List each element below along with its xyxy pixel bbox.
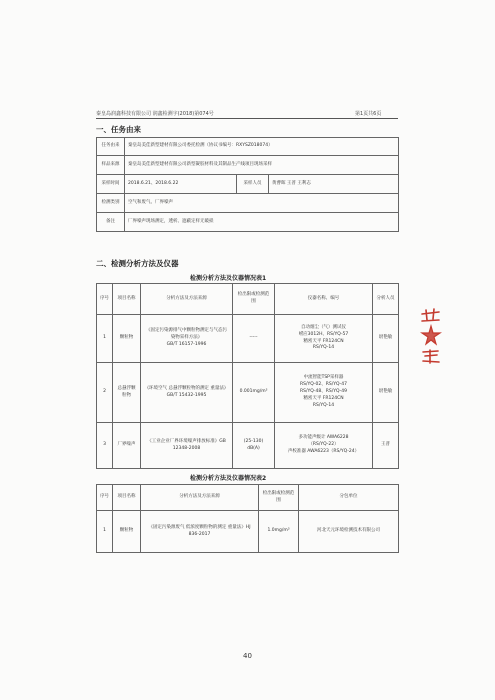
table-row <box>97 423 399 469</box>
col-header: 仪器名称、编号 <box>275 284 373 315</box>
row-label: 备注 <box>97 213 125 232</box>
table-row <box>97 213 399 232</box>
row-no: 2 <box>97 363 113 423</box>
row-label: 检测类别 <box>97 194 125 213</box>
table-row <box>97 138 399 156</box>
sampling-time: 2018.6.21、2018.6.22 <box>125 175 237 194</box>
row-no: 1 <box>97 511 113 553</box>
row-method: 《固定污染源排气中颗粒物测定与气态污染物采样方法》 GB/T 16157-1996 <box>141 315 233 363</box>
row-limit: 0.001mg/m³ <box>233 363 275 423</box>
stamp-stroke <box>423 350 439 363</box>
col-header: 检出限或检测范围 <box>233 284 275 315</box>
table-row <box>97 175 399 194</box>
row-value: 秦皇岛美佳新型建材有限公司委托检测（协议书编号：RXYSZ018074） <box>125 138 399 156</box>
row-label: 样品来源 <box>97 156 125 175</box>
stamp-stroke <box>422 309 439 321</box>
table1-caption: 检测分析方法及仪器情况表1 <box>190 275 267 282</box>
table-row <box>97 363 399 423</box>
row-value: 厂界噪声现场测定，透析、遮蔽定样无破损 <box>125 213 399 232</box>
methods-table-1 <box>96 283 399 469</box>
table-row <box>97 315 399 363</box>
task-origin-table <box>96 137 399 232</box>
row-value: 空气和废气、厂界噪声 <box>125 194 399 213</box>
row-item: 总悬浮颗粒物 <box>113 363 141 423</box>
row-label: 采样人员 <box>237 175 269 194</box>
row-limit: (25-130) dB(A) <box>233 423 275 469</box>
report-header-left: 秦皇岛润鑫科技有限公司 润鑫检测字(2018)第074号 <box>96 111 214 117</box>
seal-stamp <box>418 306 444 368</box>
table-header-row <box>97 284 399 315</box>
section1-title: 一、任务由来 <box>96 125 141 134</box>
row-analyst: 尉艳敏 <box>373 315 399 363</box>
col-header: 分析方法及方法来源 <box>141 485 259 511</box>
row-item: 颗粒物 <box>113 511 141 553</box>
page-number: 40 <box>243 652 252 660</box>
row-limit: ----- <box>233 315 275 363</box>
row-method: 《工业企业厂界环境噪声排放标准》GB 12348-2008 <box>141 423 233 469</box>
stamp-star <box>422 326 440 344</box>
row-instrument: 自动烟尘（气）测试仪 崂应3012H、RS/YQ-57 精密天平 FR124CN RS/YQ-14 <box>275 315 373 363</box>
row-method: 《环境空气 总悬浮颗粒物的测定 重量法》 GB/T 15432-1995 <box>141 363 233 423</box>
col-header: 项目名称 <box>113 284 141 315</box>
table-header-row <box>97 485 399 511</box>
methods-table-2 <box>96 484 399 553</box>
col-header: 项目名称 <box>113 485 141 511</box>
row-instrument: 中流智能TSP采样器 RS/YQ-02、RS/YQ-47 RS/YQ-48、RS/YQ-49 精密天平 FR124CN RS/YQ-14 <box>275 363 373 423</box>
row-value: 秦皇岛美佳新型建材有限公司新型凝胶材料及其制品生产线项目现场采样 <box>125 156 399 175</box>
col-header: 序号 <box>97 284 113 315</box>
samplers: 黄曹晖 王普 王利志 <box>269 175 399 194</box>
table-row <box>97 156 399 175</box>
header-divider <box>96 118 398 119</box>
row-no: 1 <box>97 315 113 363</box>
col-header: 分析方法及方法来源 <box>141 284 233 315</box>
row-limit: 1.0mg/m³ <box>259 511 299 553</box>
page-of-pages: 第1页共6页 <box>355 111 382 117</box>
col-header: 分包单位 <box>299 485 399 511</box>
table-row <box>97 194 399 213</box>
row-item: 颗粒物 <box>113 315 141 363</box>
section2-title: 二、检测分析方法及仪器 <box>96 259 179 268</box>
row-method: 《固定污染源废气 低浓度颗粒物的测定 重量法》HJ 836-2017 <box>141 511 259 553</box>
row-no: 3 <box>97 423 113 469</box>
row-subcontractor: 河北天元环境检测技术有限公司 <box>299 511 399 553</box>
row-analyst: 王普 <box>373 423 399 469</box>
col-header: 检出限或检测范围 <box>259 485 299 511</box>
table-row <box>97 511 399 553</box>
row-instrument: 多功能声级计 AWA6228 （RS/YQ-22） 声校准器 AWA6223（RS/YQ-24） <box>275 423 373 469</box>
row-label: 采样时间 <box>97 175 125 194</box>
row-label: 任务由来 <box>97 138 125 156</box>
col-header: 序号 <box>97 485 113 511</box>
row-analyst: 尉艳敏 <box>373 363 399 423</box>
row-item: 厂界噪声 <box>113 423 141 469</box>
col-header: 分析人员 <box>373 284 399 315</box>
table2-caption: 检测分析方法及仪器情况表2 <box>190 475 267 482</box>
